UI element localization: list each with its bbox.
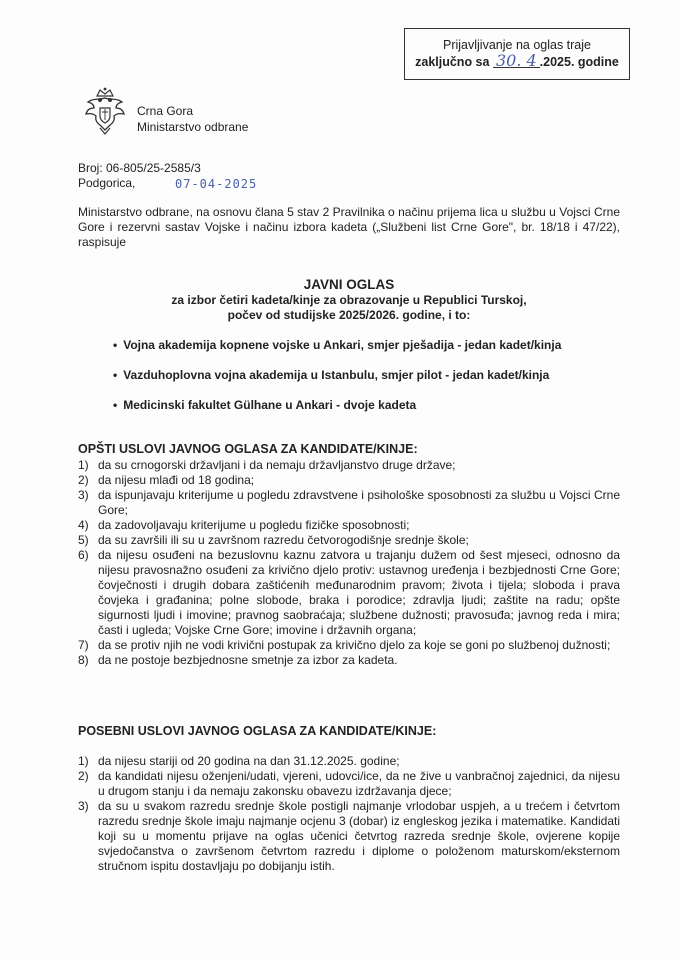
item-text: da zadovoljavaju kriterijume u pogledu fizičke sposobnosti;	[98, 518, 410, 532]
list-item: • Vojna akademija kopnene vojske u Ankari, smjer pješadija - jedan kadet/kinja	[113, 338, 613, 353]
deadline-prefix: zaključno sa	[415, 55, 490, 69]
item-number: 1)	[78, 458, 89, 472]
list-item	[78, 548, 620, 638]
list-item	[78, 799, 620, 874]
deadline-handwritten-date: 30. 4	[493, 54, 540, 68]
special-conditions-heading: POSEBNI USLOVI JAVNOG OGLASA ZA KANDIDATE/KINJE:	[78, 724, 437, 738]
deadline-suffix: .2025. godine	[539, 55, 619, 69]
item-text: da nijesu stariji od 20 godina na dan 31.12.2025. godine;	[98, 754, 400, 768]
item-text: da su završili ili su u završnom razredu četvorogodišnje srednje škole;	[98, 533, 469, 547]
deadline-line1: Prijavljivanje na oglas traje	[443, 38, 591, 52]
organization-header	[137, 103, 248, 135]
list-item	[78, 533, 620, 548]
item-text: da ne postoje bezbjednosne smetnje za izbor za kadeta.	[98, 653, 398, 667]
item-number: 3)	[78, 488, 89, 502]
list-item: • Vazduhoplovna vojna akademija u Istanbulu, smjer pilot - jedan kadet/kinja	[113, 368, 613, 383]
item-text: da su u svakom razredu srednje škole postigli najmanje vrlodobar uspjeh, a u trećem i četvrtom razredu srednje škole imaju najmanje ocjenu 3 (dobar) iz engleskog jezika i matematike. Kandidati koji su u momentu prijave na oglas učenici četvrtog razreda srednje škole, ovjerene kopije svjedočanstva o završenom četvrtom razredu i diplome o položenom maturskom/eksternom stručnom ispitu dostavljaju po dobijanju istih.	[98, 799, 620, 873]
list-item	[78, 638, 620, 653]
program-list	[113, 338, 613, 428]
title-subtitle-1: za izbor četiri kadeta/kinje za obrazovanje u Republici Turskoj,	[171, 293, 527, 307]
item-text: da nijesu osuđeni na bezuslovnu kaznu zatvora u trajanju dužem od šest mjeseci, odnosno da nijesu pravosnažno osuđeni za krivično djelo protiv: ustavnog uređenja i bezbjednosti Crne Gore; čovječnosti i drugih dobara zaštićenih međunarodnim pravom; života i tijela; sloboda i prava čovjeka i građanina; polne slobode, braka i porodice; zdravlja ljudi; zaštite na radu; opšte sigurnosti ljudi i imovine; pravnog saobraćaja; službene dužnosti; pravosuđa; javnog reda i mira; časti i ugleda; Vojske Crne Gore; imovine i državnih organa;	[98, 548, 620, 637]
item-number: 2)	[78, 769, 89, 783]
list-item	[78, 653, 620, 668]
item-text: da se protiv njih ne vodi krivični postupak za krivično djelo za koje se goni po službenoj dužnosti;	[98, 638, 611, 652]
list-item	[78, 488, 620, 518]
item-text: da ispunjavaju kriterijume u pogledu zdravstvene i psihološke sposobnosti za službu u Vojsci Crne Gore;	[98, 488, 620, 517]
general-conditions-list	[78, 458, 620, 668]
deadline-line2	[405, 51, 629, 71]
item-text: da nijesu mlađi od 18 godina;	[98, 473, 255, 487]
list-item	[78, 518, 620, 533]
announcement-title	[78, 277, 620, 323]
item-number: 5)	[78, 533, 89, 547]
stamped-date: 07-04-2025	[175, 177, 258, 191]
special-conditions-list	[78, 754, 620, 874]
list-item	[78, 754, 620, 769]
document-number: Broj: 06-805/25-2585/3	[78, 161, 201, 175]
item-text: da su crnogorski državljani i da nemaju državljanstvo druge države;	[98, 458, 456, 472]
item-number: 1)	[78, 754, 89, 768]
title-subtitle-2: počev od studijske 2025/2026. godine, i to:	[227, 308, 471, 322]
item-number: 6)	[78, 548, 89, 562]
intro-paragraph: Ministarstvo odbrane, na osnovu člana 5 stav 2 Pravilnika o načinu prijema lica u službu u Vojsci Crne Gore i rezervni sastav Vojske i načinu izbora kadeta („Službeni list Crne Gore", br. 18/18 i 47/22), raspisuje	[78, 205, 620, 249]
montenegro-coat-of-arms-icon	[80, 86, 130, 136]
item-number: 7)	[78, 638, 89, 652]
list-item	[78, 769, 620, 799]
country-name: Crna Gora	[137, 104, 194, 118]
general-conditions-heading: OPŠTI USLOVI JAVNOG OGLASA ZA KANDIDATE/KINJE:	[78, 442, 418, 456]
list-item	[78, 473, 620, 488]
ministry-name: Ministarstvo odbrane	[137, 120, 249, 134]
item-number: 3)	[78, 799, 89, 813]
list-item: • Medicinski fakultet Gülhane u Ankari - dvoje kadeta	[113, 398, 613, 413]
document-place: Podgorica,	[78, 176, 136, 190]
item-number: 2)	[78, 473, 89, 487]
page-title: JAVNI OGLAS	[303, 277, 395, 292]
item-number: 8)	[78, 653, 89, 667]
list-item	[78, 458, 620, 473]
item-text: da kandidati nijesu oženjeni/udati, vjereni, udovci/ice, da ne žive u vanbračnoj zajednici, da nijesu u drugom stanju i da nemaju zakonsku obavezu izdržavanja djece;	[98, 769, 620, 798]
item-number: 4)	[78, 518, 89, 532]
application-deadline-box	[404, 28, 630, 80]
